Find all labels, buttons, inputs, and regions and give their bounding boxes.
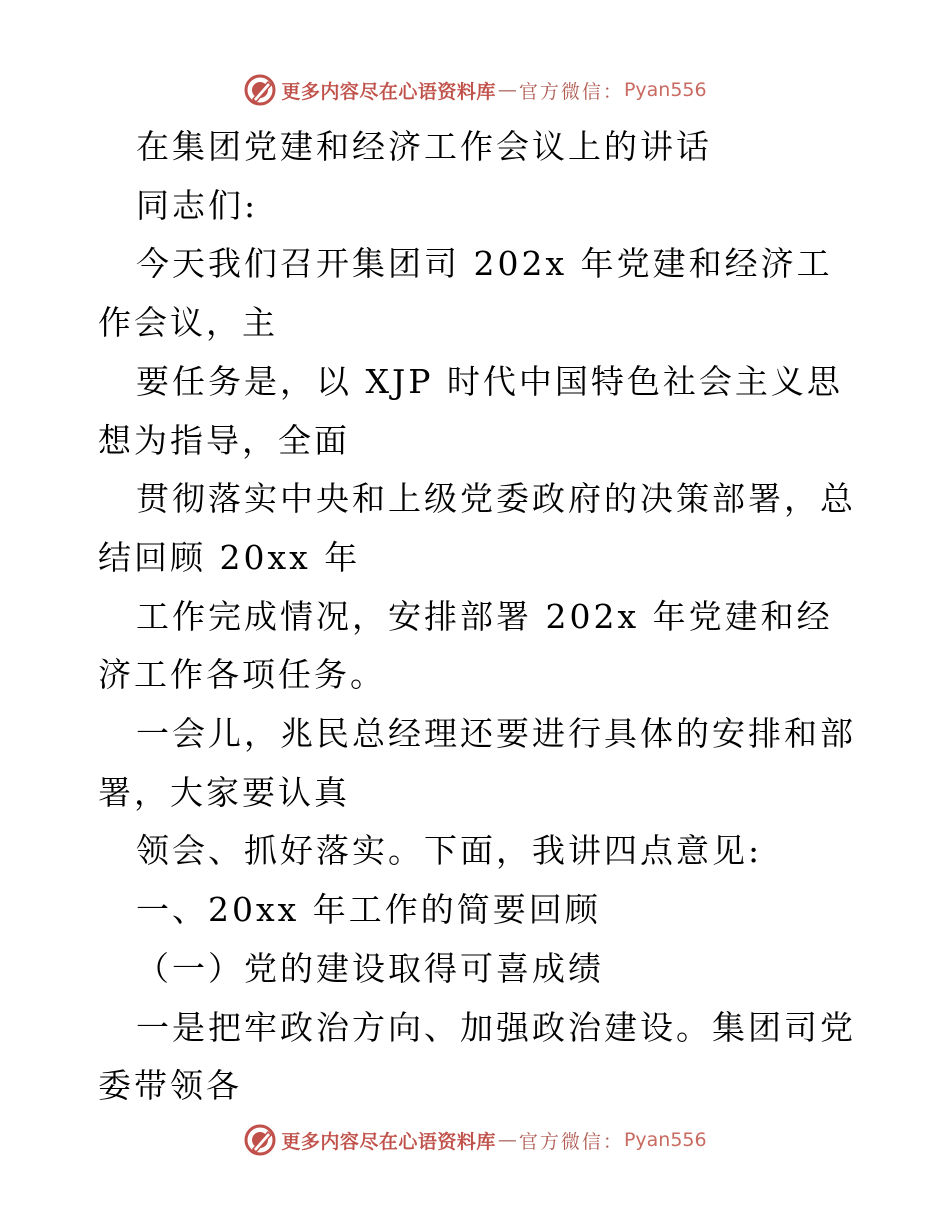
wechat-label: 官方微信：: [518, 80, 624, 103]
paragraph-line: 贯彻落实中央和上级党委政府的决策部署，总结回顾 20xx 年: [98, 479, 856, 577]
wechat-id: Pyan556: [623, 79, 707, 101]
document-body: [98, 118, 858, 1116]
paragraph-line: 工作完成情况，安排部署 202x 年党建和经济工作各项任务。: [98, 596, 833, 695]
brand-name: 更多内容尽在心语资料库: [281, 1130, 496, 1153]
wechat-id: Pyan556: [623, 1129, 707, 1151]
paragraph-line: 今天我们召开集团司 202x 年党建和经济工作会议，主: [98, 244, 833, 343]
header-watermark: [0, 70, 950, 110]
paragraph-line: 领会、抓好落实。下面，我讲四点意见:: [136, 831, 763, 871]
section-heading: 一、20xx 年工作的简要回顾: [136, 890, 601, 930]
separator: —: [497, 1129, 517, 1151]
document-title: 在集团党建和经济工作会议上的讲话: [136, 127, 712, 166]
pen-circle-icon: [243, 1123, 277, 1157]
separator: —: [497, 79, 517, 101]
paragraph-line: 要任务是，以 XJP 时代中国特色社会主义思想为指导，全面: [98, 361, 843, 460]
paragraph-line: 一是把牢政治方向、加强政治建设。集团司党委带领各: [98, 1007, 856, 1106]
salutation: 同志们:: [136, 185, 259, 225]
subsection-heading: （一）党的建设取得可喜成绩: [136, 948, 604, 988]
brand-name: 更多内容尽在心语资料库: [281, 80, 496, 103]
wechat-label: 官方微信：: [518, 1130, 624, 1153]
pen-circle-icon: [243, 73, 277, 107]
paragraph-line: 一会儿，兆民总经理还要进行具体的安排和部署，大家要认真: [98, 714, 856, 812]
footer-watermark: [0, 1120, 950, 1160]
